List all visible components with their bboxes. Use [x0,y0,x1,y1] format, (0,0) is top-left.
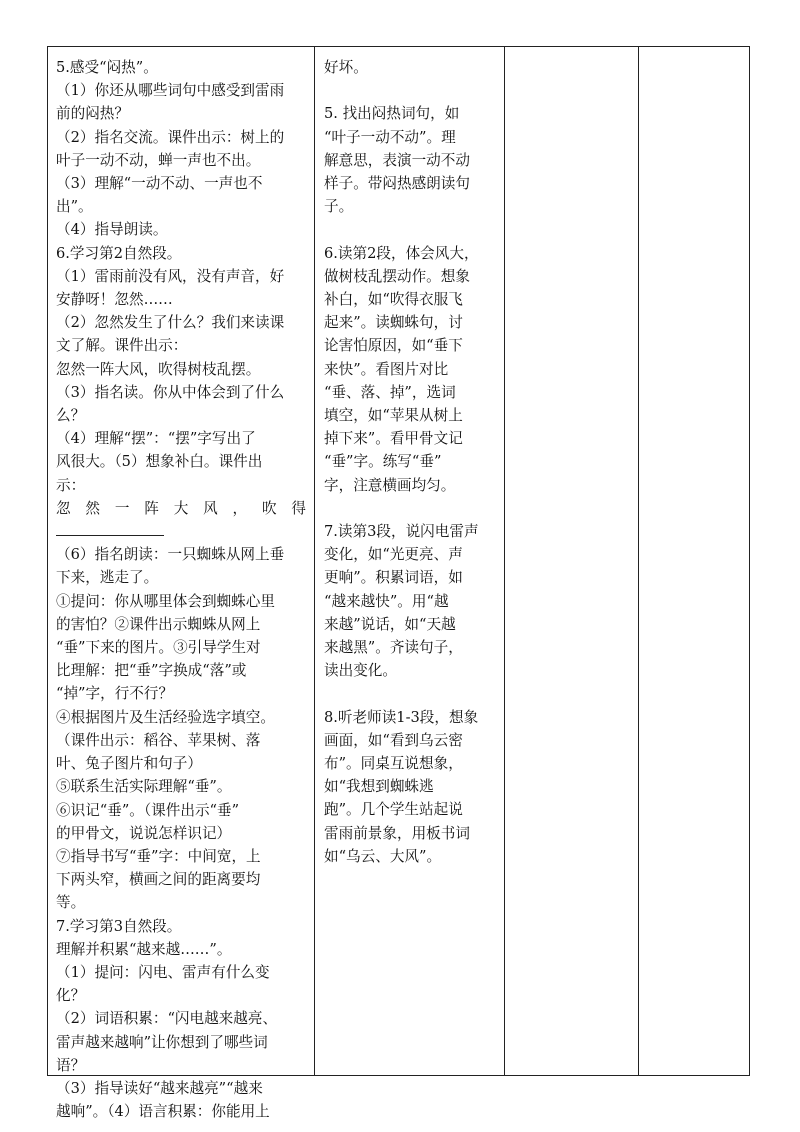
fill-in-blank-line [56,520,306,543]
text-line: 解意思，表演一动不动 [324,151,470,169]
text-line: 8.听老师读1-3段，想象 [324,708,479,726]
text-line: 来越黑”。齐读句子， [324,639,463,657]
text-line: 忽然一阵大风，吹得 [56,499,306,517]
text-line: 子。 [324,198,354,216]
empty-column-4 [639,47,750,1075]
text-line: 下来，逃走了。 [56,569,159,587]
text-line: 好坏。 [324,59,368,76]
text-line: 画面，如“看到乌云密 [324,731,463,749]
text-line: 的甲骨文，说说怎样识记） [56,824,232,842]
text-line: 的害怕？②课件出示蜘蛛从网上 [56,615,261,633]
text-line: （2）指名交流。课件出示：树上的 [56,128,285,146]
text-line: （1）你还从哪些词句中感受到雷雨 [56,82,285,100]
text-line: 化？ [56,987,86,1005]
text-line: 风很大。（5）想象补白。课件出 [56,453,263,471]
paragraph-gap [324,79,495,102]
paragraph-gap [324,497,495,520]
text-line: 5.感受“闷热”。 [56,59,158,76]
paragraph-gap [324,682,495,705]
text-line: “叶子一动不动”。理 [324,128,456,146]
text-line: 如“我想到蜘蛛逃 [324,778,434,796]
text-line: 叶子一动不动，蝉一声也不出。 [56,151,261,169]
text-line: 雷声越来越响”让你想到了哪些词 [56,1033,268,1051]
text-line: ⑤联系生活实际理解“垂”。 [56,778,232,796]
text-line: 忽然一阵大风，吹得树枝乱摆。 [56,360,261,378]
teacher-activity-text [48,47,314,1123]
text-line: （3）理解“一动不动、一声也不 [56,175,263,193]
text-line: （3）指名读。你从中体会到了什么 [56,383,285,401]
text-line: 出”。 [56,198,93,216]
text-line: 跑”。几个学生站起说 [324,801,463,819]
text-line: （2）忽然发生了什么？我们来读课 [56,314,285,332]
text-line: 叶、兔子图片和句子） [56,755,202,773]
text-line: 比理解：把“垂”字换成“落”或 [56,662,247,680]
text-line: “越来越快”。用“越 [324,592,449,610]
text-line: 起来”。读蜘蛛句，讨 [324,314,463,332]
text-line: 论害怕原因，如“垂下 [324,337,463,355]
lesson-table [47,46,750,1121]
student-activity-column [315,47,505,1075]
text-line: ①提问：你从哪里体会到蜘蛛心里 [56,592,275,610]
text-line: （2）词语积累：“闪电越来越亮、 [56,1010,278,1028]
text-line: 读出变化。 [324,662,397,680]
text-line: 填空，如“苹果从树上 [324,407,463,425]
text-line: 下两头窄，横画之间的距离要均 [56,871,261,889]
text-line: 前的闷热？ [56,105,129,123]
text-line: （课件出示：稻谷、苹果树、落 [56,731,261,749]
text-line: 字，注意横画均匀。 [324,476,456,494]
text-line: 掉下来”。看甲骨文记 [324,430,463,448]
text-line: （4）指导朗读。 [56,221,168,239]
text-line: 理解并积累“越来越……”。 [56,940,232,958]
text-line: 越响”。（4）语言积累：你能用上 [56,1103,270,1121]
text-line: 补白，如“吹得衣服飞 [324,291,463,308]
text-line: “掉”字，行不行？ [56,685,174,703]
text-line: 布”。同桌互说想象， [324,755,463,773]
teacher-activity-column [48,47,315,1121]
text-line: （1）提问：闪电、雷声有什么变 [56,963,270,981]
text-line: 示： [56,476,86,494]
text-line: 6.学习第2自然段。 [56,244,182,262]
text-line: （3）指导读好“越来越亮”“越来 [56,1079,263,1097]
student-activity-text [315,47,504,868]
text-line: 语？ [56,1056,86,1074]
text-line: 文了解。课件出示： [56,337,188,355]
text-line: ④根据图片及生活经验选字填空。 [56,708,275,726]
text-line: “垂”字。练写“垂” [324,453,442,471]
text-line: “垂、落、掉”，选词 [324,383,456,401]
text-line: 7.学习第3自然段。 [56,917,182,935]
empty-column-3 [505,47,639,1075]
paragraph-gap [324,218,495,241]
text-line: 雷雨前景象，用板书词 [324,824,470,842]
text-line: 6.读第2段，体会风大， [324,244,479,262]
text-line: 来快”。看图片对比 [324,360,449,378]
text-line: （4）理解“摆”：“摆”字写出了 [56,430,256,448]
text-line: 等。 [56,894,86,912]
text-line: ⑦指导书写“垂”字：中间宽，上 [56,847,261,865]
text-line: （6）指名朗读：一只蜘蛛从网上垂 [56,546,285,564]
text-line: （1）雷雨前没有风，没有声音，好 [56,267,285,285]
text-line: 7.读第3段，说闪电雷声 [324,523,479,541]
text-line: 安静呀！忽然…… [56,291,173,309]
fill-in-blank [56,520,164,536]
text-line: 如“乌云、大风”。 [324,847,442,865]
text-line: 来越”说话，如“天越 [324,615,456,633]
text-line: 做树枝乱摆动作。想象 [324,267,470,285]
text-line: 5. 找出闷热词句，如 [324,105,460,123]
text-line: 变化，如“光更亮、声 [324,546,463,564]
text-line: ⑥识记“垂”。（课件出示“垂” [56,801,240,819]
text-line: 么？ [56,407,86,425]
text-line: 更响”。积累词语，如 [324,569,463,587]
text-line: “垂”下来的图片。③引导学生对 [56,639,261,657]
text-line: 样子。带闷热感朗读句 [324,175,470,192]
